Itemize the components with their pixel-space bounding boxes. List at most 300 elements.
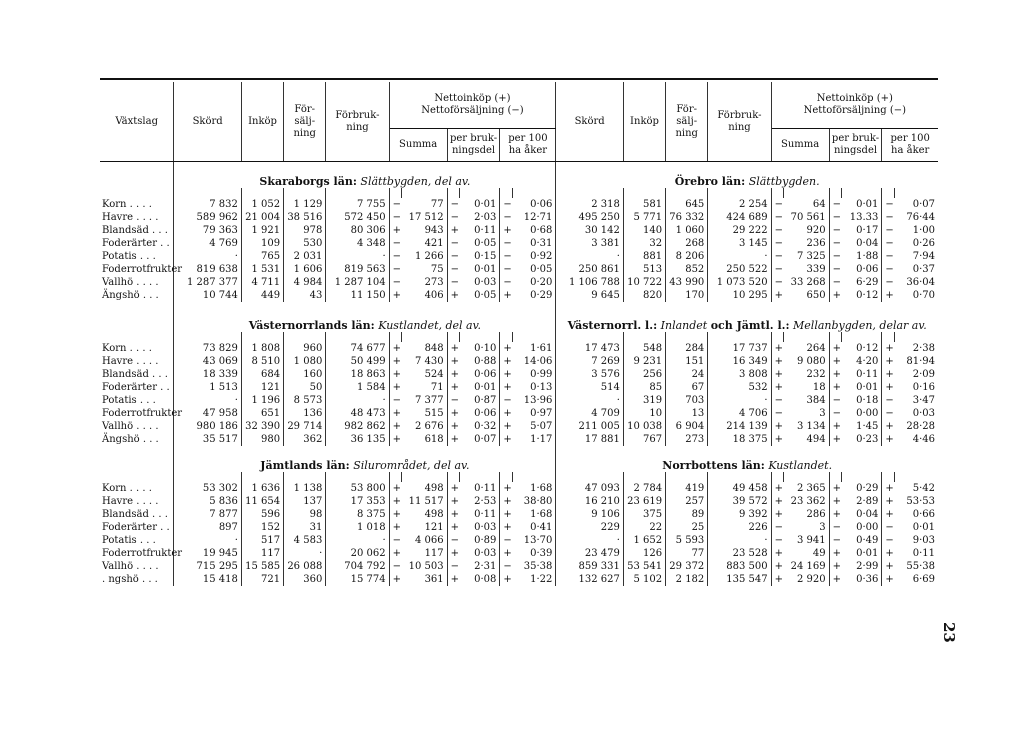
sign-cell: − bbox=[392, 263, 402, 275]
sign-cell: − bbox=[503, 211, 512, 223]
value-cell: 70 561 bbox=[784, 211, 829, 224]
value-cell: 3 145 bbox=[708, 237, 771, 250]
value-cell: 881 bbox=[623, 250, 665, 263]
value-cell: 4·20 bbox=[842, 355, 882, 368]
sign-cell: + bbox=[774, 482, 783, 494]
value-cell: 2·53 bbox=[460, 495, 500, 508]
crop-name: Potatis . . . bbox=[100, 250, 174, 263]
value-cell: 5 593 bbox=[666, 534, 708, 547]
table-row bbox=[100, 560, 938, 573]
spacer-cell bbox=[447, 332, 460, 342]
value-cell: 273 bbox=[402, 276, 447, 289]
top-rule-thick bbox=[100, 78, 938, 80]
value-cell: 0·92 bbox=[513, 250, 556, 263]
value-cell: 0·01 bbox=[460, 381, 500, 394]
spacer-cell bbox=[556, 188, 624, 198]
value-cell: 2 031 bbox=[284, 250, 326, 263]
crop-name: . ngshö . . . bbox=[100, 573, 174, 586]
right-block-title bbox=[556, 302, 938, 332]
sign-cell: − bbox=[774, 224, 783, 236]
sign-cell: − bbox=[503, 394, 512, 406]
left-block-title bbox=[174, 162, 556, 189]
spacer-cell bbox=[784, 472, 829, 482]
sign-cell: + bbox=[503, 407, 512, 419]
value-cell: 513 bbox=[623, 263, 665, 276]
value-cell: 9 106 bbox=[556, 508, 624, 521]
value-cell: 17 353 bbox=[326, 495, 389, 508]
sign-cell: − bbox=[832, 224, 842, 236]
value-cell: 0·01 bbox=[842, 547, 882, 560]
value-cell: 0·03 bbox=[912, 407, 935, 419]
spacer-cell bbox=[623, 188, 665, 198]
value-cell: 33 268 bbox=[784, 276, 829, 289]
value-cell: 256 bbox=[623, 368, 665, 381]
value-cell: 1 080 bbox=[284, 355, 326, 368]
value-cell: 0·15 bbox=[460, 250, 500, 263]
sign-cell: + bbox=[885, 420, 894, 432]
sign-cell: − bbox=[503, 198, 512, 210]
value-cell: 943 bbox=[402, 224, 447, 237]
spacer-cell bbox=[402, 472, 447, 482]
value-cell: 449 bbox=[241, 289, 283, 302]
sign-cell: + bbox=[832, 342, 842, 354]
sign-cell: + bbox=[885, 289, 894, 301]
sign-cell: + bbox=[774, 508, 783, 520]
sign-cell: + bbox=[503, 521, 512, 533]
value-cell: 50 499 bbox=[326, 355, 389, 368]
value-cell: 38 516 bbox=[284, 211, 326, 224]
sign-cell: + bbox=[503, 495, 512, 507]
sign-cell: + bbox=[450, 521, 460, 533]
sign-cell: − bbox=[832, 521, 842, 533]
spacer-cell bbox=[784, 188, 829, 198]
sign-cell: + bbox=[392, 407, 402, 419]
value-cell: 1·61 bbox=[513, 342, 556, 355]
value-cell: 268 bbox=[666, 237, 708, 250]
sign-cell: + bbox=[885, 482, 894, 494]
value-cell: · bbox=[174, 534, 242, 547]
value-cell: 0·70 bbox=[912, 289, 935, 301]
sign-cell: + bbox=[832, 495, 842, 507]
value-cell: 0·07 bbox=[912, 198, 935, 210]
value-cell: 250 861 bbox=[556, 263, 624, 276]
table-row bbox=[100, 342, 938, 355]
crop-name: Havre . . . . bbox=[100, 211, 174, 224]
table-body bbox=[100, 162, 938, 587]
page-number: 23 bbox=[940, 622, 958, 643]
value-cell: 0·06 bbox=[460, 407, 500, 420]
spacer-cell bbox=[500, 188, 513, 198]
value-cell: 1·68 bbox=[513, 508, 556, 521]
value-cell: · bbox=[556, 394, 624, 407]
value-cell: 53 541 bbox=[623, 560, 665, 573]
value-cell: 1 636 bbox=[241, 482, 283, 495]
value-cell: 2·99 bbox=[842, 560, 882, 573]
value-cell: 0·03 bbox=[460, 276, 500, 289]
left-region-name: Skaraborgs län: bbox=[259, 175, 357, 188]
value-cell: 0·88 bbox=[460, 355, 500, 368]
value-cell: 80 306 bbox=[326, 224, 389, 237]
value-cell: 132 627 bbox=[556, 573, 624, 586]
value-cell: 645 bbox=[666, 198, 708, 211]
left-region-name: Västernorrlands län: bbox=[248, 319, 375, 332]
sign-cell: + bbox=[503, 289, 512, 301]
sign-cell: + bbox=[503, 368, 512, 380]
sign-cell: + bbox=[774, 495, 783, 507]
value-cell: 0·01 bbox=[842, 198, 882, 211]
value-cell: 47 958 bbox=[174, 407, 242, 420]
table-row bbox=[100, 420, 938, 433]
value-cell: 406 bbox=[402, 289, 447, 302]
value-cell: 170 bbox=[666, 289, 708, 302]
table-row bbox=[100, 368, 938, 381]
sign-cell: − bbox=[885, 276, 894, 288]
value-cell: 0·11 bbox=[460, 508, 500, 521]
value-cell: 0·06 bbox=[460, 368, 500, 381]
spacer-cell bbox=[895, 188, 938, 198]
value-cell: · bbox=[326, 394, 389, 407]
value-cell: 651 bbox=[241, 407, 283, 420]
value-cell: 0·39 bbox=[513, 547, 556, 560]
block-title-spacer bbox=[100, 162, 174, 189]
table-row bbox=[100, 495, 938, 508]
value-cell: 4 709 bbox=[556, 407, 624, 420]
value-cell: 14·06 bbox=[513, 355, 556, 368]
spacer-cell bbox=[447, 472, 460, 482]
sign-cell: + bbox=[832, 560, 842, 572]
sign-cell: − bbox=[774, 237, 783, 249]
header-skord: Skörd bbox=[174, 82, 242, 162]
value-cell: 0·11 bbox=[460, 224, 500, 237]
statistics-table bbox=[100, 82, 938, 586]
value-cell: 589 962 bbox=[174, 211, 242, 224]
value-cell: 980 186 bbox=[174, 420, 242, 433]
left-region-name: Jämtlands län: bbox=[260, 459, 350, 472]
spacer-cell bbox=[284, 188, 326, 198]
value-cell: 15 585 bbox=[241, 560, 283, 573]
value-cell: 978 bbox=[284, 224, 326, 237]
sign-cell: + bbox=[503, 342, 512, 354]
value-cell: 31 bbox=[284, 521, 326, 534]
spacer-cell bbox=[389, 472, 402, 482]
value-cell: 7 377 bbox=[402, 394, 447, 407]
value-cell: 1 138 bbox=[284, 482, 326, 495]
spacer-cell bbox=[460, 332, 500, 342]
value-cell: 19 945 bbox=[174, 547, 242, 560]
value-cell: 581 bbox=[623, 198, 665, 211]
sign-cell: − bbox=[832, 237, 842, 249]
spacer-cell bbox=[174, 188, 242, 198]
table-row bbox=[100, 250, 938, 263]
value-cell: 16 210 bbox=[556, 495, 624, 508]
sign-cell: + bbox=[450, 482, 460, 494]
left-region-subtitle: Kustlandet, del av. bbox=[378, 319, 482, 332]
value-cell: 17 512 bbox=[402, 211, 447, 224]
sign-cell: + bbox=[392, 420, 402, 432]
value-cell: 0·12 bbox=[842, 289, 882, 302]
value-cell: 4 706 bbox=[708, 407, 771, 420]
sign-cell: − bbox=[885, 521, 894, 533]
spacer-cell bbox=[174, 332, 242, 342]
value-cell: 36 135 bbox=[326, 433, 389, 446]
sign-cell: − bbox=[392, 250, 402, 262]
sign-cell: + bbox=[503, 547, 512, 559]
value-cell: 22 bbox=[623, 521, 665, 534]
value-cell: 0·18 bbox=[842, 394, 882, 407]
sign-cell: + bbox=[503, 224, 512, 236]
sign-cell: − bbox=[885, 250, 894, 262]
sign-cell: + bbox=[450, 495, 460, 507]
value-cell: 0·03 bbox=[460, 521, 500, 534]
table-row bbox=[100, 198, 938, 211]
sign-cell: + bbox=[450, 547, 460, 559]
table-row bbox=[100, 508, 938, 521]
value-cell: 721 bbox=[241, 573, 283, 586]
spacer-cell bbox=[708, 472, 771, 482]
value-cell: 43 bbox=[284, 289, 326, 302]
sign-cell: − bbox=[774, 276, 783, 288]
value-cell: 1 287 377 bbox=[174, 276, 242, 289]
value-cell: 79 363 bbox=[174, 224, 242, 237]
sign-cell: + bbox=[774, 560, 783, 572]
value-cell: 0·29 bbox=[842, 482, 882, 495]
value-cell: · bbox=[174, 250, 242, 263]
sign-cell: + bbox=[450, 573, 460, 585]
spacer-cell bbox=[100, 188, 174, 198]
value-cell: 214 139 bbox=[708, 420, 771, 433]
value-cell: 650 bbox=[784, 289, 829, 302]
value-cell: 0·10 bbox=[460, 342, 500, 355]
value-cell: 0·66 bbox=[912, 508, 935, 520]
value-cell: 7 832 bbox=[174, 198, 242, 211]
crop-name: Foderrotfrukter bbox=[102, 407, 183, 419]
value-cell: 9·03 bbox=[912, 534, 935, 546]
header-summa: Summa bbox=[389, 129, 447, 162]
value-cell: 0·11 bbox=[842, 368, 882, 381]
value-cell: 35·38 bbox=[513, 560, 556, 573]
value-cell: 17 737 bbox=[708, 342, 771, 355]
crop-name: Potatis . . . bbox=[100, 394, 174, 407]
value-cell: 7·94 bbox=[912, 250, 935, 262]
value-cell: 424 689 bbox=[708, 211, 771, 224]
value-cell: 10 bbox=[623, 407, 665, 420]
value-cell: 229 bbox=[556, 521, 624, 534]
value-cell: 23 619 bbox=[623, 495, 665, 508]
value-cell: 0·32 bbox=[460, 420, 500, 433]
spacer-cell bbox=[708, 332, 771, 342]
sign-cell: + bbox=[392, 289, 402, 301]
right-block-title bbox=[556, 446, 938, 472]
sign-cell: − bbox=[832, 394, 842, 406]
spacer-cell bbox=[513, 188, 556, 198]
value-cell: 17 881 bbox=[556, 433, 624, 446]
sign-cell: − bbox=[832, 211, 842, 223]
sign-cell: + bbox=[885, 495, 894, 507]
value-cell: 2·03 bbox=[460, 211, 500, 224]
value-cell: 39 572 bbox=[708, 495, 771, 508]
crop-name: Foderärter . . bbox=[100, 237, 174, 250]
sign-cell: + bbox=[450, 433, 460, 445]
spacer-cell bbox=[829, 332, 842, 342]
value-cell: 339 bbox=[784, 263, 829, 276]
spacer-cell bbox=[402, 332, 447, 342]
value-cell: 0·26 bbox=[912, 237, 935, 249]
value-cell: 960 bbox=[284, 342, 326, 355]
value-cell: 9 080 bbox=[784, 355, 829, 368]
value-cell: 0·13 bbox=[513, 381, 556, 394]
value-cell: 1 287 104 bbox=[326, 276, 389, 289]
value-cell: 0·41 bbox=[513, 521, 556, 534]
header-vaxtslag: Växtslag bbox=[100, 82, 174, 162]
sign-cell: − bbox=[503, 534, 512, 546]
value-cell: 10 038 bbox=[623, 420, 665, 433]
value-cell: 524 bbox=[402, 368, 447, 381]
sign-cell: − bbox=[774, 250, 783, 262]
value-cell: 7 877 bbox=[174, 508, 242, 521]
value-cell: 0·29 bbox=[513, 289, 556, 302]
value-cell: 498 bbox=[402, 508, 447, 521]
sign-cell: + bbox=[774, 342, 783, 354]
value-cell: 883 500 bbox=[708, 560, 771, 573]
value-cell: 596 bbox=[241, 508, 283, 521]
value-cell: 9 645 bbox=[556, 289, 624, 302]
value-cell: 11 517 bbox=[402, 495, 447, 508]
value-cell: 0·03 bbox=[460, 547, 500, 560]
value-cell: 0·04 bbox=[842, 237, 882, 250]
right-region-subtitle: Inlandet bbox=[660, 319, 708, 332]
crop-name: Vallhö . . . . bbox=[100, 420, 174, 433]
crop-name: Blandsäd . . . bbox=[100, 224, 174, 237]
sign-cell: − bbox=[774, 394, 783, 406]
spacer-cell bbox=[895, 472, 938, 482]
table-row bbox=[100, 521, 938, 534]
header-per-bruk: per bruk- ningsdel bbox=[447, 129, 500, 162]
value-cell: 319 bbox=[623, 394, 665, 407]
value-cell: 10 722 bbox=[623, 276, 665, 289]
sign-cell: + bbox=[503, 482, 512, 494]
table-header bbox=[100, 82, 938, 162]
block-title-row bbox=[100, 162, 938, 189]
value-cell: 4 769 bbox=[174, 237, 242, 250]
crop-name: Blandsäd . . . bbox=[100, 508, 174, 521]
spacer-cell bbox=[241, 188, 283, 198]
value-cell: 1 652 bbox=[623, 534, 665, 547]
value-cell: 1 266 bbox=[402, 250, 447, 263]
spacer-cell bbox=[389, 332, 402, 342]
value-cell: 67 bbox=[666, 381, 708, 394]
value-cell: 152 bbox=[241, 521, 283, 534]
spacer-cell bbox=[556, 332, 624, 342]
sign-cell: − bbox=[392, 198, 402, 210]
spacer-cell bbox=[100, 332, 174, 342]
sign-cell: + bbox=[392, 433, 402, 445]
sign-cell: + bbox=[392, 381, 402, 393]
spacer-cell bbox=[771, 188, 784, 198]
value-cell: 819 638 bbox=[174, 263, 242, 276]
value-cell: 494 bbox=[784, 433, 829, 446]
value-cell: 23 479 bbox=[556, 547, 624, 560]
value-cell: 1 808 bbox=[241, 342, 283, 355]
left-region-subtitle: Slättbygden, del av. bbox=[360, 175, 471, 188]
value-cell: 859 331 bbox=[556, 560, 624, 573]
sign-cell: + bbox=[885, 433, 894, 445]
crop-name: Vallhö . . . . bbox=[100, 560, 174, 573]
spacer-cell bbox=[882, 332, 895, 342]
table-row bbox=[100, 573, 938, 586]
value-cell: 704 792 bbox=[326, 560, 389, 573]
sign-cell: − bbox=[450, 394, 460, 406]
sign-cell: + bbox=[885, 355, 894, 367]
table-row bbox=[100, 433, 938, 446]
value-cell: 703 bbox=[666, 394, 708, 407]
value-cell: 0·11 bbox=[460, 482, 500, 495]
value-cell: · bbox=[708, 394, 771, 407]
table-row bbox=[100, 394, 938, 407]
value-cell: 117 bbox=[241, 547, 283, 560]
sign-cell: + bbox=[450, 420, 460, 432]
sign-cell: − bbox=[450, 211, 460, 223]
value-cell: 53 302 bbox=[174, 482, 242, 495]
header-summa-right: Summa bbox=[771, 129, 829, 162]
spacer-cell bbox=[100, 472, 174, 482]
sign-cell: + bbox=[774, 547, 783, 559]
value-cell: 1 196 bbox=[241, 394, 283, 407]
spacer-cell bbox=[174, 472, 242, 482]
sign-cell: − bbox=[774, 521, 783, 533]
right-region-name-2: och Jämtl. l.: bbox=[710, 319, 790, 332]
crop-name: Ängshö . . . bbox=[100, 433, 174, 446]
value-cell: 15 418 bbox=[174, 573, 242, 586]
sign-cell: − bbox=[450, 263, 460, 275]
value-cell: 1·22 bbox=[513, 573, 556, 586]
value-cell: 1 606 bbox=[284, 263, 326, 276]
sign-cell: − bbox=[832, 263, 842, 275]
value-cell: 49 bbox=[784, 547, 829, 560]
value-cell: 18 339 bbox=[174, 368, 242, 381]
sign-cell: + bbox=[832, 381, 842, 393]
value-cell: 8 375 bbox=[326, 508, 389, 521]
value-cell: 11 150 bbox=[326, 289, 389, 302]
value-cell: 264 bbox=[784, 342, 829, 355]
sign-cell: − bbox=[392, 394, 402, 406]
value-cell: · bbox=[326, 250, 389, 263]
value-cell: 13·70 bbox=[513, 534, 556, 547]
value-cell: 9 392 bbox=[708, 508, 771, 521]
sign-cell: + bbox=[885, 342, 894, 354]
table-row bbox=[100, 381, 938, 394]
value-cell: 75 bbox=[402, 263, 447, 276]
value-cell: 11 654 bbox=[241, 495, 283, 508]
value-cell: 5 771 bbox=[623, 211, 665, 224]
value-cell: 0·07 bbox=[460, 433, 500, 446]
value-cell: 360 bbox=[284, 573, 326, 586]
value-cell: 77 bbox=[666, 547, 708, 560]
sign-cell: − bbox=[885, 534, 894, 546]
value-cell: 5 102 bbox=[623, 573, 665, 586]
spacer-cell bbox=[326, 332, 389, 342]
value-cell: 28·28 bbox=[906, 420, 935, 432]
sign-cell: + bbox=[774, 573, 783, 585]
spacer-cell bbox=[447, 188, 460, 198]
value-cell: 0·05 bbox=[460, 237, 500, 250]
sign-cell: − bbox=[832, 250, 842, 262]
sign-cell: − bbox=[774, 263, 783, 275]
value-cell: 1 129 bbox=[284, 198, 326, 211]
value-cell: 419 bbox=[666, 482, 708, 495]
value-cell: 1·17 bbox=[513, 433, 556, 446]
crop-name: Korn . . . . bbox=[100, 482, 174, 495]
value-cell: 250 522 bbox=[708, 263, 771, 276]
